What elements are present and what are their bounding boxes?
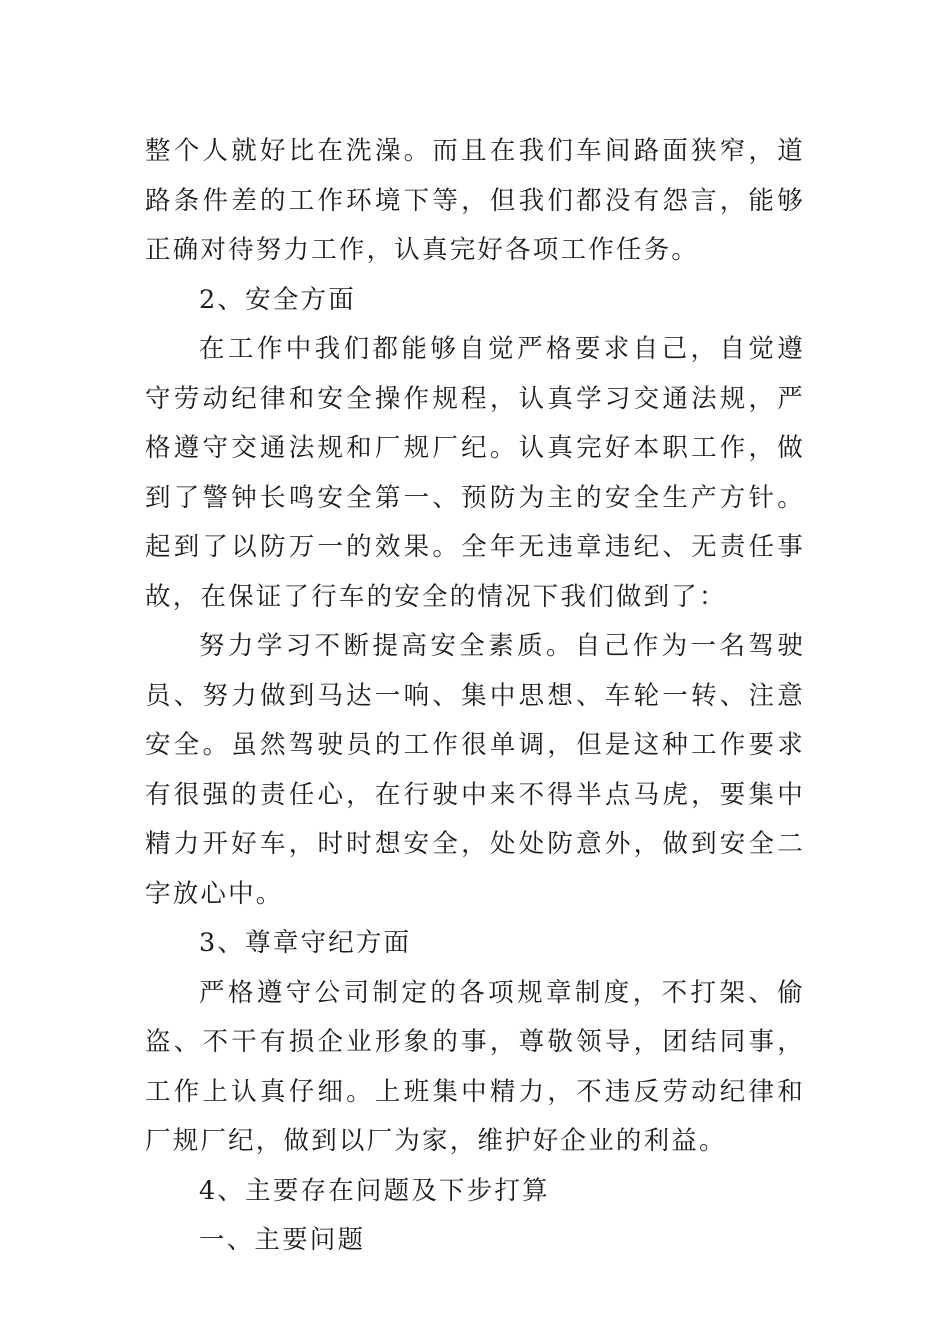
section-heading-problems: 4、主要存在问题及下步打算	[199, 1175, 550, 1206]
section-heading-safety: 2、安全方面	[199, 284, 356, 315]
paragraph-discipline: 严格遵守公司制定的各项规章制度，不打架、偷盗、不干有损企业形象的事，尊敬领导，团结同事，工作上认真仔细。上班集中精力，不违反劳动纪律和厂规厂纪，做到以厂为家，维护好企业的利益。	[145, 977, 805, 1156]
paragraph-continuation: 整个人就好比在洗澡。而且在我们车间路面狭窄，道路条件差的工作环境下等，但我们都没有怨言，能够正确对待努力工作，认真完好各项工作任务。	[145, 136, 805, 265]
section-heading-discipline: 3、尊章守纪方面	[199, 928, 412, 958]
paragraph-safety-quality: 努力学习不断提高安全素质。自己作为一名驾驶员、努力做到马达一响、集中思想、车轮一转、注意安全。虽然驾驶员的工作很单调，但是这种工作要求有很强的责任心，在行驶中来不得半点马虎，要集中精力开好车，时时想安全，处处防意外，做到安全二字放心中。	[145, 631, 805, 909]
subsection-heading-main-problems: 一、主要问题	[199, 1225, 366, 1255]
document-body	[145, 127, 805, 1266]
paragraph-safety: 在工作中我们都能够自觉严格要求自己，自觉遵守劳动纪律和安全操作规程，认真学习交通法规，严格遵守交通法规和厂规厂纪。认真完好本职工作，做到了警钟长鸣安全第一、预防为主的安全生产方针。起到了以防万一的效果。全年无违章违纪、无责任事故，在保证了行车的安全的情况下我们做到了：	[145, 334, 805, 612]
